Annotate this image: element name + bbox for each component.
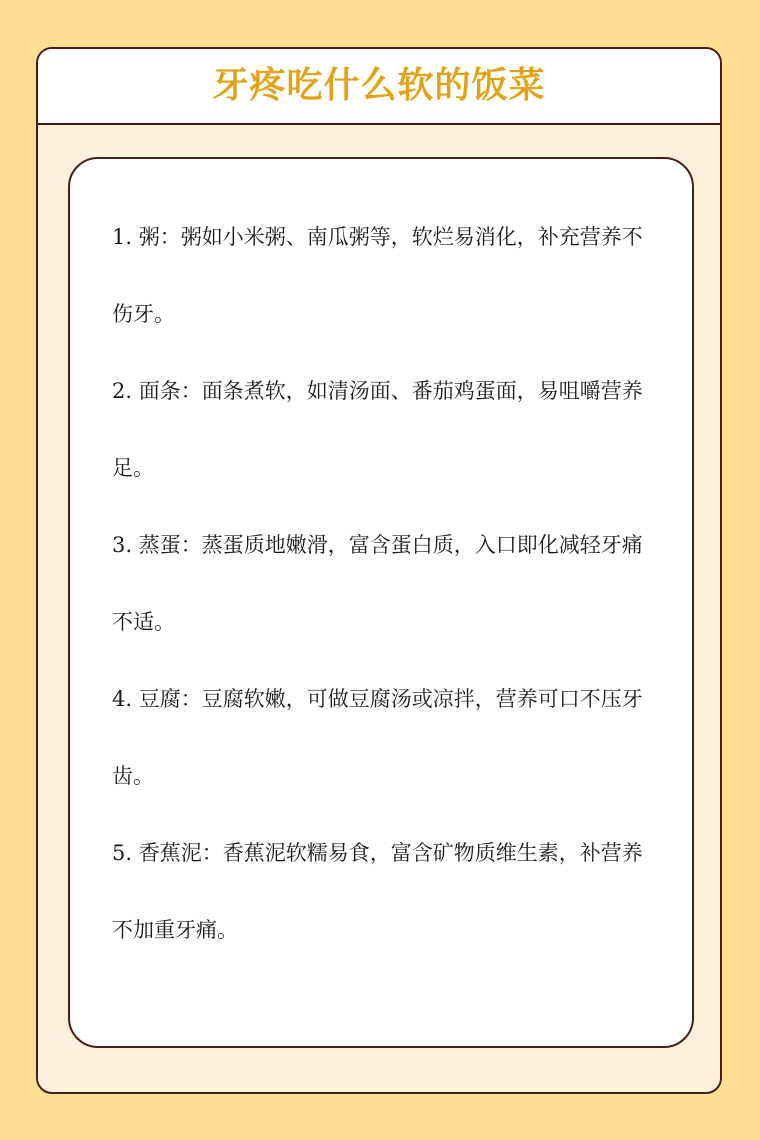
list-item [112, 661, 662, 815]
item-text: 面条：面条煮软，如清汤面、番茄鸡蛋面，易咀嚼营养足。 [112, 379, 643, 480]
list-item [112, 507, 662, 661]
item-text: 粥：粥如小米粥、南瓜粥等，软烂易消化，补充营养不伤牙。 [112, 225, 643, 326]
item-text: 豆腐：豆腐软嫩，可做豆腐汤或凉拌，营养可口不压牙齿。 [112, 687, 643, 788]
title-bar [38, 49, 720, 125]
item-number: 2. [112, 379, 133, 403]
item-number: 1. [112, 225, 133, 249]
list-item [112, 815, 662, 969]
item-number: 5. [112, 841, 133, 865]
item-number: 4. [112, 687, 133, 711]
page-title: 牙疼吃什么软的饭菜 [212, 65, 546, 106]
article-card [36, 47, 722, 1094]
item-text: 蒸蛋：蒸蛋质地嫩滑，富含蛋白质，入口即化减轻牙痛不适。 [112, 533, 643, 634]
item-text: 香蕉泥：香蕉泥软糯易食，富含矿物质维生素，补营养不加重牙痛。 [112, 841, 643, 942]
item-number: 3. [112, 533, 133, 557]
content-panel [68, 157, 694, 1048]
list-item [112, 199, 662, 353]
list-item [112, 353, 662, 507]
